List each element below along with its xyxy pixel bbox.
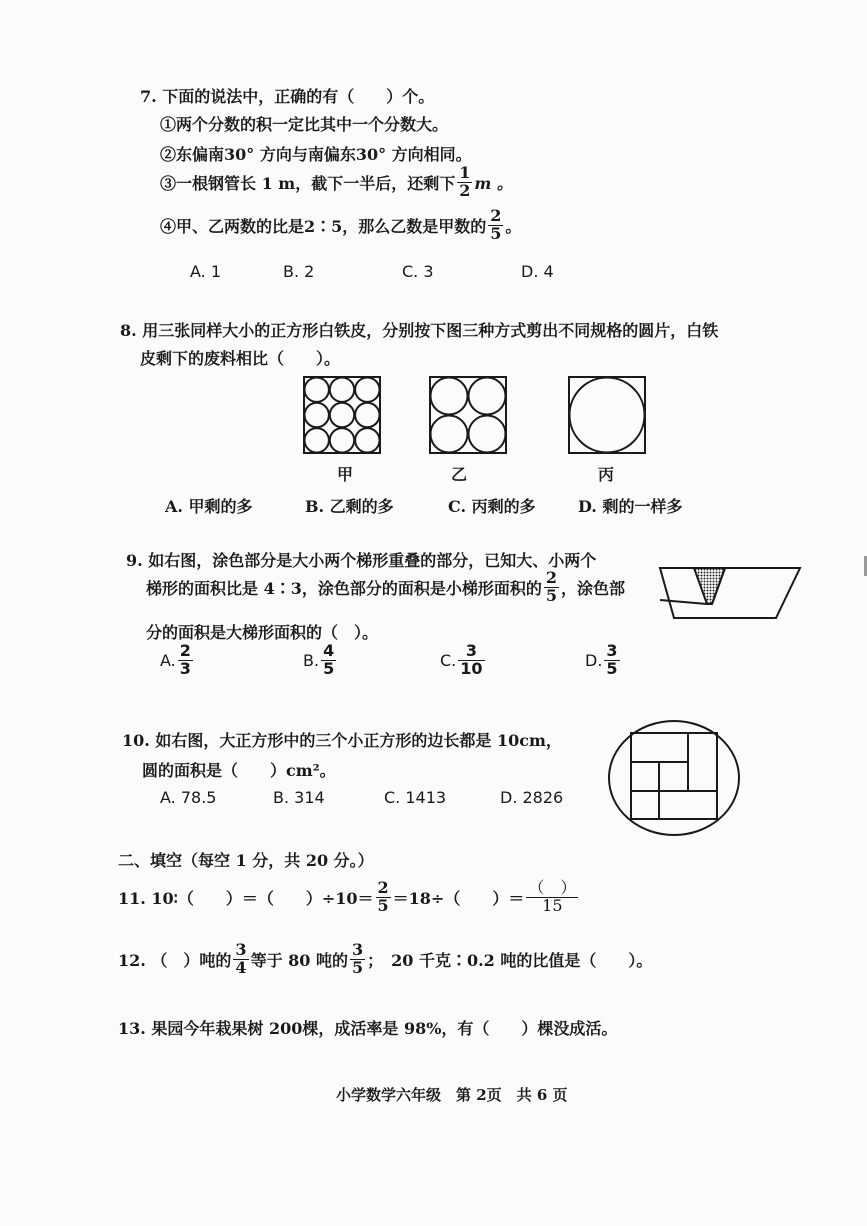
q9-option-a[interactable]: [160, 643, 195, 678]
q8-stem-line2: 皮剩下的废料相比（ ）。: [140, 349, 341, 368]
q9-c-num: 3: [458, 643, 484, 661]
q11-mid: ＝18÷（ ）＝: [392, 888, 525, 908]
q7-s3-pre: ③一根钢管长 1 m，截下一半后，还剩下: [160, 173, 456, 193]
q9-stem-line1: 9. 如右图，涂色部分是大小两个梯形重叠的部分，已知大、小两个: [126, 551, 597, 570]
q11-fraction-2: [526, 880, 578, 915]
q12-f2-den: 5: [351, 957, 364, 977]
q7-option-d[interactable]: D. 4: [521, 262, 554, 281]
q8-fig-yi-square: [430, 377, 506, 453]
q7-s3-num: 1: [459, 163, 471, 182]
q12-mid: 等于 80 吨的: [250, 950, 348, 970]
q9-l2-num: 2: [545, 568, 557, 587]
q7-stem: 7. 下面的说法中，正确的有（ ）个。: [140, 87, 435, 106]
q9-c-fraction: [458, 643, 484, 678]
q9-d-fraction: [604, 643, 619, 678]
q9-stem-line2: [146, 570, 625, 605]
q9-d-letter: D.: [585, 650, 603, 670]
q9-b-fraction: [321, 643, 336, 678]
q10-option-b[interactable]: B. 314: [273, 788, 325, 807]
q7-statement-1: ①两个分数的积一定比其中一个分数大。: [160, 115, 449, 134]
q12-f1-num: 3: [235, 940, 247, 959]
q9-trapezoid-figure: [658, 562, 803, 622]
q9-big-trapezoid: [660, 568, 800, 618]
q13-line: 13. 果园今年栽果树 200棵，成活率是 98%，有（ ）棵没成活。: [118, 1019, 618, 1038]
q10-big-square: [631, 733, 717, 819]
q7-s3-den: 2: [459, 180, 471, 200]
q11-f1-num: 2: [377, 878, 389, 897]
q8-option-d[interactable]: D. 剩的一样多: [578, 497, 683, 516]
q12-post: ； 20 千克∶0.2 吨的比值是（ ）。: [367, 950, 653, 970]
q7-s3-fraction: [457, 165, 472, 200]
q11-f1-den: 5: [377, 895, 389, 915]
q9-c-letter: C.: [440, 650, 457, 670]
q9-shaded-region: [694, 568, 725, 604]
q8-label-bing: 丙: [598, 465, 615, 484]
q8-option-b[interactable]: B. 乙剩的多: [305, 497, 394, 516]
q12-pre: 12. （ ）吨的: [118, 950, 232, 970]
q8-fig-jia-square: [304, 377, 380, 453]
q9-option-c[interactable]: [440, 643, 487, 678]
q7-s4-num: 2: [490, 206, 502, 225]
q9-d-num: 3: [606, 641, 618, 660]
q7-s4-fraction: [488, 208, 503, 243]
q10-circle-square-figure: [606, 718, 742, 838]
q7-option-b[interactable]: B. 2: [283, 262, 315, 281]
q12-line: [118, 942, 652, 977]
page-footer: 小学数学六年级 第 2页 共 6 页: [336, 1086, 568, 1104]
q9-l2-den: 5: [545, 585, 557, 605]
q12-fraction-2: [350, 942, 365, 977]
q9-option-d[interactable]: [585, 643, 622, 678]
q11-f2-num: （ ）: [528, 878, 577, 897]
q9-l2-post: ，涂色部: [560, 578, 625, 598]
q9-d-den: 5: [606, 658, 618, 678]
q7-option-a[interactable]: A. 1: [190, 262, 222, 281]
q9-l2-pre: 梯形的面积比是 4∶3，涂色部分的面积是小梯形面积的: [146, 578, 542, 598]
q7-statement-4: [160, 208, 521, 243]
q9-a-fraction: [178, 643, 193, 678]
q9-b-num: 4: [323, 641, 335, 660]
q9-stem-line3: 分的面积是大梯形面积的（ ）。: [146, 623, 379, 642]
q7-s4-pre: ④甲、乙两数的比是2∶5，那么乙数是甲数的: [160, 216, 487, 236]
q7-s4-post: 。: [505, 216, 522, 236]
q9-a-num: 2: [179, 641, 191, 660]
q8-stem-line1: 8. 用三张同样大小的正方形白铁皮，分别按下图三种方式剪出不同规格的圆片，白铁: [120, 321, 719, 340]
q9-a-den: 3: [179, 658, 191, 678]
q12-fraction-1: [233, 942, 248, 977]
q11-fraction-1: [376, 880, 391, 915]
q7-statement-3: [160, 165, 513, 200]
q11-f2-den: 15: [542, 895, 563, 915]
q11-line: [118, 880, 580, 915]
q8-figures: [300, 374, 660, 456]
q8-label-jia: 甲: [337, 465, 354, 484]
q7-s4-den: 5: [490, 223, 502, 243]
q11-pre: 11. 10∶（ ）＝（ ）÷10＝: [118, 888, 374, 908]
q8-option-a[interactable]: A. 甲剩的多: [165, 497, 253, 516]
q12-f2-num: 3: [351, 940, 364, 959]
q10-option-c[interactable]: C. 1413: [384, 788, 447, 807]
q9-b-letter: B.: [303, 650, 320, 670]
section2-title: 二、填空（每空 1 分，共 20 分。）: [118, 851, 374, 870]
q10-circle: [609, 721, 739, 835]
q7-statement-2: ②东偏南30° 方向与南偏东30° 方向相同。: [160, 145, 472, 164]
q7-s3-post: m 。: [474, 173, 513, 193]
q10-stem-line2: 圆的面积是（ ）cm²。: [142, 761, 336, 780]
q10-option-a[interactable]: A. 78.5: [160, 788, 217, 807]
q8-option-c[interactable]: C. 丙剩的多: [448, 497, 536, 516]
q10-option-d[interactable]: D. 2826: [500, 788, 564, 807]
q10-stem-line1: 10. 如右图，大正方形中的三个小正方形的边长都是 10cm，: [122, 731, 562, 750]
q9-l2-fraction: [544, 570, 559, 605]
q7-option-c[interactable]: C. 3: [402, 262, 434, 281]
q8-label-yi: 乙: [451, 465, 468, 484]
q12-f1-den: 4: [235, 957, 247, 977]
q9-a-letter: A.: [160, 650, 176, 670]
q9-c-den: 10: [460, 658, 483, 678]
q9-b-den: 5: [323, 658, 335, 678]
q9-option-b[interactable]: [303, 643, 338, 678]
